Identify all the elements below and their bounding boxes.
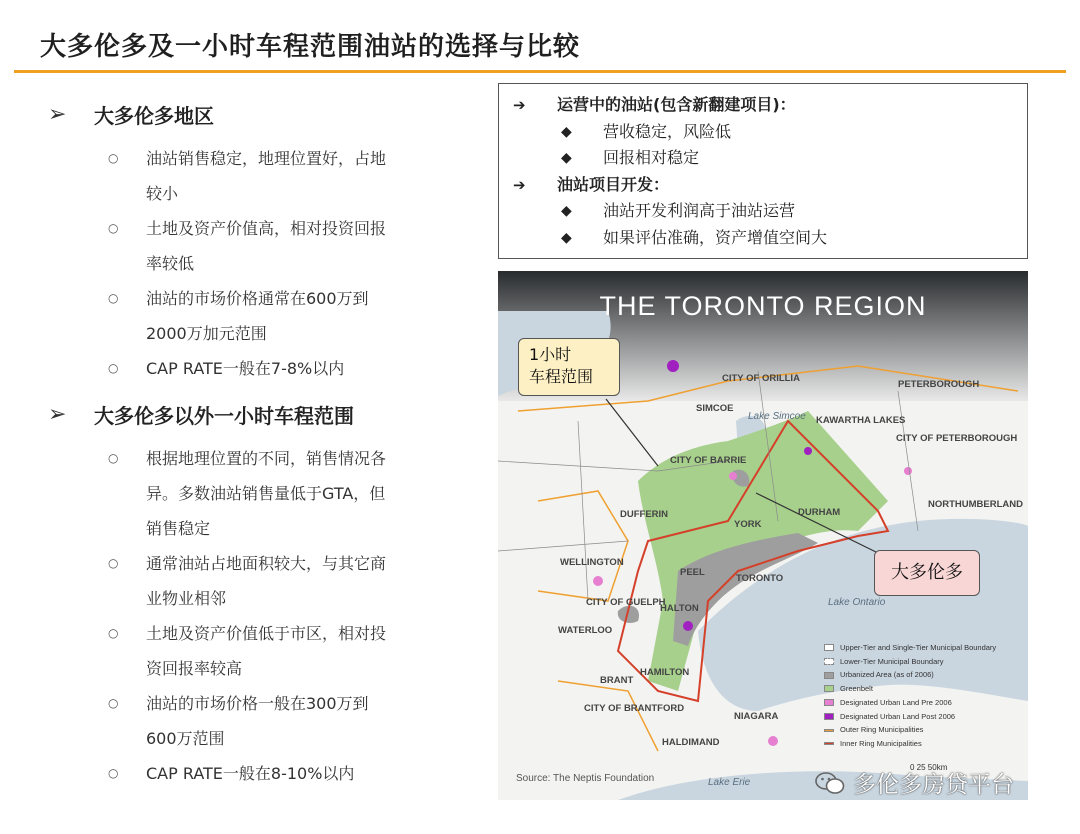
box-item: ◆ 油站开发利润高于油站运营 (513, 198, 1013, 225)
map-label: PETERBOROUGH (898, 379, 980, 390)
legend-swatch (824, 644, 834, 651)
box-heading: ➔ 运营中的油站(包含新翻建项目)： (513, 92, 1013, 119)
map-label: CITY OF ORILLIA (722, 373, 800, 384)
circle-bullet-icon: ○ (108, 151, 119, 165)
legend-swatch (824, 713, 834, 720)
map-label: SIMCOE (696, 403, 734, 414)
circle-bullet-icon: ○ (108, 556, 119, 570)
bullet-list (108, 141, 468, 386)
diamond-bullet-icon: ◆ (561, 203, 572, 219)
legend-swatch (824, 658, 834, 665)
callout-text: 1小时 车程范围 (529, 345, 594, 386)
lake-label: Lake Ontario (828, 597, 886, 608)
legend-item: Designated Urban Land Post 2006 (824, 710, 1024, 724)
section-heading-text: 大多伦多地区 (94, 104, 214, 128)
box-heading: ➔ 油站项目开发： (513, 172, 1013, 199)
summary-box (498, 83, 1028, 259)
list-item: 2000万加元范围 (146, 324, 267, 343)
gta-callout: 大多伦多 (874, 550, 980, 596)
map-label: HALDIMAND (662, 737, 720, 748)
circle-bullet-icon: ○ (108, 221, 119, 235)
map-label: DURHAM (798, 507, 841, 518)
map-label: CITY OF BRANTFORD (584, 703, 685, 714)
circle-bullet-icon: ○ (108, 451, 119, 465)
box-item: ◆ 如果评估准确，资产增值空间大 (513, 225, 1013, 252)
legend-item: Lower-Tier Municipal Boundary (824, 655, 1024, 669)
list-item: 较小 (146, 184, 179, 203)
map-legend (824, 641, 1024, 751)
circle-bullet-icon: ○ (108, 696, 119, 710)
map-label: NIAGARA (734, 711, 779, 722)
legend-swatch (824, 729, 834, 732)
list-item: ○ 土地及资产价值高，相对投资回报 (108, 211, 468, 246)
legend-item: Outer Ring Municipalities (824, 723, 1024, 737)
section-heading-text: 大多伦多以外一小时车程范围 (94, 404, 354, 428)
list-item: ○ 土地及资产价值低于市区，相对投 (108, 616, 468, 651)
diamond-bullet-icon: ◆ (561, 150, 572, 166)
map-label: BRANT (600, 675, 634, 686)
map-title: THE TORONTO REGION (599, 291, 927, 321)
list-item: ○ 油站的市场价格通常在600万到 (108, 281, 468, 316)
map-label: CITY OF BARRIE (670, 455, 747, 466)
map-label: WATERLOO (558, 625, 613, 636)
list-item: 率较低 (146, 254, 195, 273)
list-item: ○ 油站的市场价格一般在300万到 (108, 686, 468, 721)
legend-item: Greenbelt (824, 682, 1024, 696)
page-title: 大多伦多及一小时车程范围油站的选择与比较 (40, 32, 581, 62)
legend-swatch (824, 672, 834, 679)
bullet-list (108, 441, 468, 791)
map-label: TORONTO (736, 573, 784, 584)
map-scale: 0 25 50km (910, 763, 948, 772)
circle-bullet-icon: ○ (108, 766, 119, 780)
list-item: 异。多数油站销售量低于GTA，但 (146, 484, 386, 503)
wechat-icon (815, 771, 845, 795)
map-label: YORK (734, 519, 762, 530)
list-item: ○ CAP RATE一般在7-8%以内 (108, 351, 468, 386)
section-heading (48, 400, 468, 429)
arrow-bullet-icon: ➢ (48, 102, 67, 127)
list-item: 销售稳定 (146, 519, 211, 538)
circle-bullet-icon: ○ (108, 361, 119, 375)
list-item: ○ 根据地理位置的不同，销售情况各 (108, 441, 468, 476)
legend-item: Inner Ring Municipalities (824, 737, 1024, 751)
one-hour-callout (518, 338, 620, 396)
legend-item: Urbanized Area (as of 2006) (824, 668, 1024, 682)
legend-swatch (824, 685, 834, 692)
box-item: ◆ 营收稳定，风险低 (513, 119, 1013, 146)
map-label: CITY OF PETERBOROUGH (896, 433, 1018, 444)
legend-swatch (824, 699, 834, 706)
circle-bullet-icon: ○ (108, 291, 119, 305)
map-label: WELLINGTON (560, 557, 624, 568)
right-arrow-icon: ➔ (513, 175, 526, 194)
list-item: ○ 通常油站占地面积较大，与其它商 (108, 546, 468, 581)
watermark-text: 多伦多房贷平台 (853, 772, 1014, 798)
lake-label: Lake Erie (708, 777, 751, 788)
list-item: ○ 油站销售稳定，地理位置好，占地 (108, 141, 468, 176)
legend-swatch (824, 742, 834, 745)
lake-label: Lake Simcoe (748, 411, 806, 422)
list-item: ○ CAP RATE一般在8-10%以内 (108, 756, 468, 791)
map-label: DUFFERIN (620, 509, 669, 520)
watermark (815, 766, 1014, 799)
list-item: 业物业相邻 (146, 589, 227, 608)
right-arrow-icon: ➔ (513, 96, 526, 114)
legend-item: Designated Urban Land Pre 2006 (824, 696, 1024, 710)
legend-item: Upper-Tier and Single-Tier Municipal Boundary (824, 641, 1024, 655)
map-label: HALTON (660, 603, 699, 614)
diamond-bullet-icon: ◆ (561, 229, 572, 246)
list-item: 资回报率较高 (146, 659, 243, 678)
map-label: HAMILTON (640, 667, 690, 678)
map-label: PEEL (680, 567, 705, 578)
list-item: 600万范围 (146, 729, 225, 748)
arrow-bullet-icon: ➢ (48, 402, 67, 427)
map-label: NORTHUMBERLAND (928, 499, 1023, 510)
left-content (48, 100, 468, 805)
diamond-bullet-icon: ◆ (561, 123, 572, 140)
map-label: KAWARTHA LAKES (816, 415, 906, 426)
circle-bullet-icon: ○ (108, 626, 119, 640)
map-source: Source: The Neptis Foundation (516, 773, 655, 784)
section-heading (48, 100, 468, 129)
map-label: CITY OF GUELPH (586, 597, 666, 608)
title-divider (14, 70, 1066, 73)
box-item: ◆ 回报相对稳定 (513, 145, 1013, 172)
